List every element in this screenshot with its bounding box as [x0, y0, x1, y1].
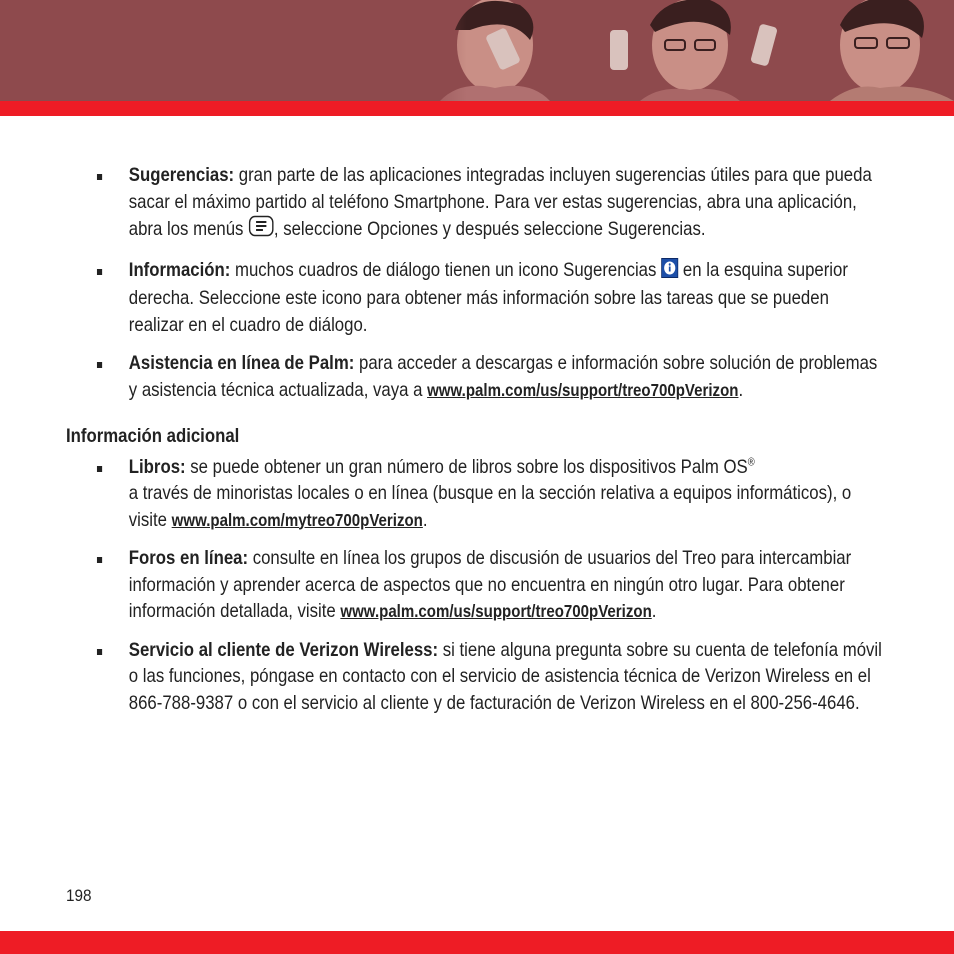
list-item — [66, 162, 883, 245]
item-text: . — [422, 508, 428, 531]
item-text: se puede obtener un gran número de libros sobre los dispositivos Palm OS — [185, 455, 748, 478]
item-text: para acceder a descargas e información sobre solución de problemas y asistencia técnica actualizada, vaya a — [128, 352, 878, 401]
item-text: . — [738, 378, 744, 401]
item-text: a través de minoristas locales o en línea (busque en la sección relativa a equipos informáticos), o visite — [128, 482, 852, 531]
item-text: muchos cuadros de diálogo tienen un icono Sugerencias — [230, 258, 662, 281]
item-text: si tiene alguna pregunta sobre su cuenta de telefonía móvil o las funciones, póngase en contacto con el servicio de asistencia técnica de Verizon Wireless en el 866-788-9387 o con el servicio al cliente y de facturación de Verizon Wireless en el 800-256-4646. — [128, 638, 882, 714]
palm-mytreo-link[interactable]: www.palm.com/mytreo700pVerizon — [171, 509, 423, 530]
list-item — [66, 454, 883, 534]
item-title: Asistencia en línea de Palm: — [128, 352, 355, 374]
palm-support-link[interactable]: www.palm.com/us/support/treo700pVerizon — [427, 379, 739, 400]
footer-red-bar — [0, 931, 954, 954]
item-title: Información: — [128, 258, 231, 281]
list-item — [66, 350, 883, 403]
menu-key-icon — [248, 215, 274, 245]
list-item — [66, 257, 883, 339]
item-text: en la esquina superior derecha. Seleccione este icono para obtener más información sobre las tareas que se pueden realizar en el cuadro de diálogo. — [128, 258, 848, 336]
item-title: Foros en línea: — [128, 547, 249, 569]
tips-info-icon — [661, 258, 678, 286]
registered-mark: ® — [747, 456, 755, 468]
item-title: Sugerencias: — [128, 164, 235, 186]
item-title: Servicio al cliente de Verizon Wireless: — [128, 638, 439, 661]
bullet-list-additional — [66, 454, 883, 717]
item-text: gran parte de las aplicaciones integradas incluyen sugerencias útiles para que pueda sacar el máximo partido al teléfono Smartphone. Para ver estas sugerencias, abra una aplicación, abra los menús — [128, 164, 872, 240]
page-content — [66, 162, 882, 728]
list-item — [66, 545, 883, 625]
section-heading: Información adicional — [66, 425, 240, 447]
item-text: . — [651, 600, 657, 622]
item-text: consulte en línea los grupos de discusión de usuarios del Treo para intercambiar información y aprender acerca de aspectos que no encuentra en ningún otro lugar. Para obtener información detallada, visite — [128, 547, 852, 622]
header-banner — [0, 0, 954, 101]
item-title: Libros: — [128, 455, 186, 478]
people-using-phones-photo — [400, 0, 954, 101]
item-text: , seleccione Opciones y después seleccione Sugerencias. — [273, 218, 706, 240]
header-red-bar — [0, 101, 954, 116]
palm-support-link[interactable]: www.palm.com/us/support/treo700pVerizon — [340, 601, 652, 621]
bullet-list-main — [66, 162, 883, 403]
page-number: 198 — [66, 886, 92, 905]
list-item — [66, 637, 883, 717]
